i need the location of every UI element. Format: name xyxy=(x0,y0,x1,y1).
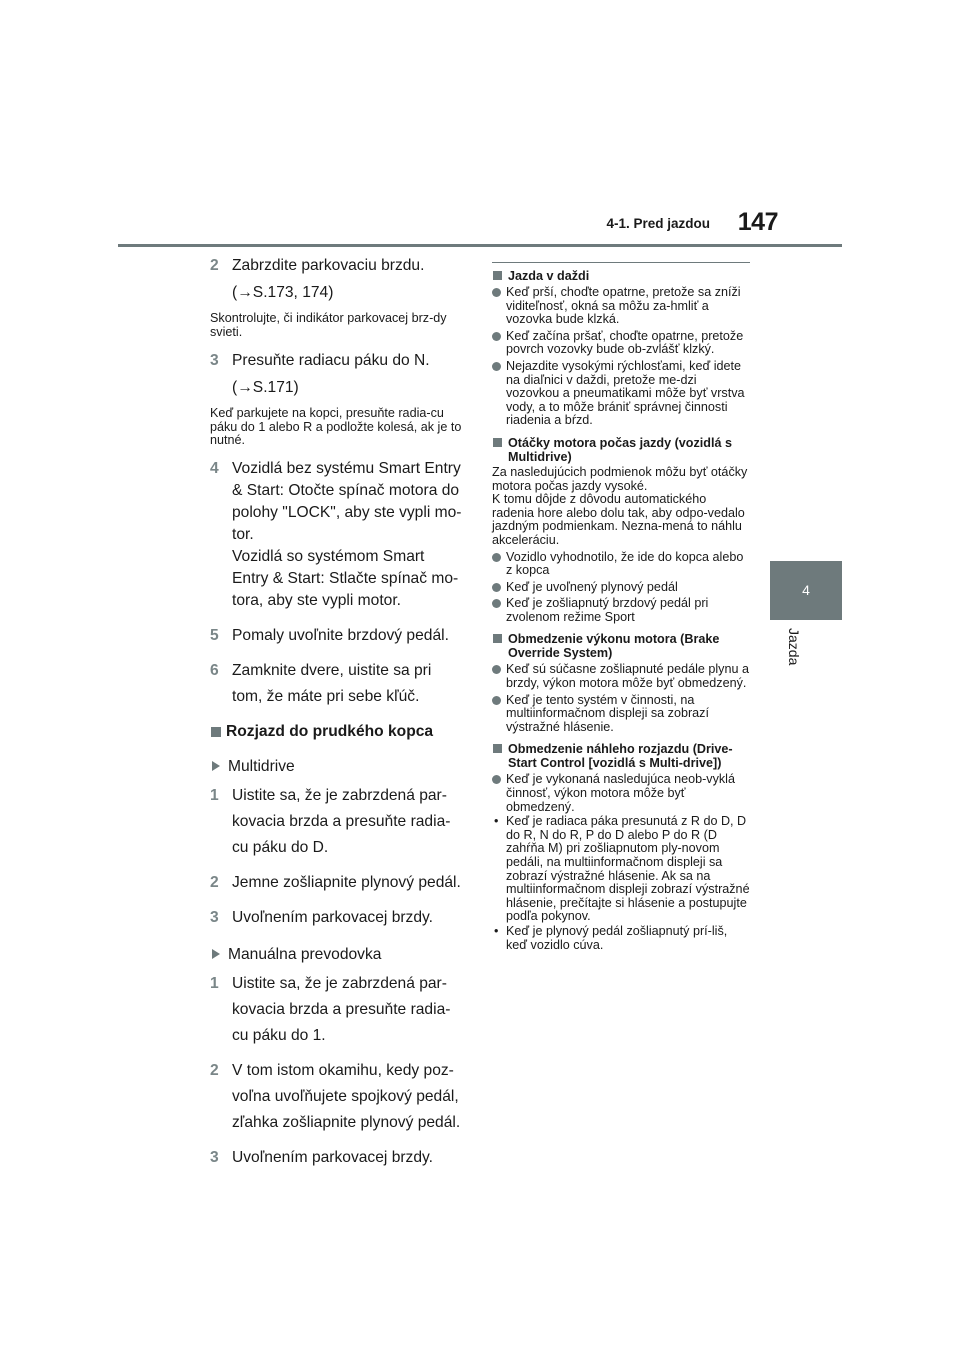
subsection-multidrive xyxy=(210,755,472,778)
heading-drive-start-control xyxy=(492,742,750,770)
square-bullet-icon xyxy=(493,744,502,753)
item-text: Keď sú súčasne zošliapnuté pedále plynu a brzdy, výkon motora môže byť obmedzený. xyxy=(506,662,749,691)
step-number: 2 xyxy=(210,257,219,274)
subsection-title: Manuálna prevodovka xyxy=(228,945,382,963)
rpm-intro: K tomu dôjde z dôvodu automatického radenia hore alebo dolu tak, aby odpo-vedalo jazdným podmienkam. Nezna-mená to náhlu akceleráciu. xyxy=(492,492,745,547)
multidrive-step-3 xyxy=(210,906,472,929)
square-bullet-icon xyxy=(493,634,502,643)
right-column-divider xyxy=(492,262,750,263)
chapter-tab xyxy=(770,561,842,620)
step-line: zľahka zošliapnite plynový pedál. xyxy=(232,1113,461,1131)
step-line: Entry & Start: Stlačte spínač mo- xyxy=(232,569,459,587)
subsection-title: Multidrive xyxy=(228,757,295,775)
chapter-tab-number: 4 xyxy=(802,582,810,598)
item-text: Keď prší, choďte opatrne, pretože sa zníži viditeľnosť, okná sa môžu za-hmliť a vozovka bude klzká. xyxy=(506,285,741,327)
step-line: polohy "LOCK", aby ste vypli mo- xyxy=(232,503,462,521)
step-number: 5 xyxy=(210,626,219,644)
step-number: 3 xyxy=(210,908,219,926)
section-heading-text: Rozjazd do prudkého kopca xyxy=(226,722,434,740)
step-number: 1 xyxy=(210,974,219,992)
header-divider xyxy=(118,244,842,247)
page-number: 147 xyxy=(737,208,778,236)
multidrive-step-1 xyxy=(210,784,472,859)
item-text: Keď je radiaca páka presunutá z R do D, D do R, N do R, P do D alebo P do R (D zahŕňa M) pri zošliapnutom ply-novom pedáli, na multiinformačnom displeji sa zobrazí výstražné hlásenie. Ak sa na multiinformačnom displeji zobrazí výstražné hlásenie, prečítajte si hlásenie a postupujte podľa pokynov. xyxy=(506,814,750,924)
square-bullet-icon xyxy=(211,727,221,737)
item-text: Keď je uvoľnený plynový pedál xyxy=(506,579,678,594)
header-section-title: 4-1. Pred jazdou xyxy=(606,216,710,231)
heading-text: Jazda v daždi xyxy=(508,269,590,283)
step-line: tor. xyxy=(232,525,254,543)
brake-override-item xyxy=(492,694,750,735)
dot-bullet-icon: • xyxy=(494,814,499,829)
right-column xyxy=(492,262,750,952)
heading-engine-rpm xyxy=(492,436,750,464)
left-column xyxy=(210,254,472,1169)
item-text: Keď je zošliapnutý brzdový pedál pri zvolenom režime Sport xyxy=(506,596,709,624)
heading-text: Otáčky motora počas jazdy (vozidlá s Multidrive) xyxy=(508,435,732,464)
step-line: kovacia brzda a presuňte radia- xyxy=(232,1000,451,1018)
step-line: Vozidlá bez systému Smart Entry xyxy=(232,459,461,477)
step-line: Zabrzdite parkovaciu brzdu. xyxy=(232,257,425,274)
circle-bullet-icon xyxy=(492,583,501,592)
circle-bullet-icon xyxy=(492,288,501,297)
rpm-item xyxy=(492,581,750,595)
step-number: 3 xyxy=(210,1148,219,1166)
manual-step-3 xyxy=(210,1146,472,1169)
step-line: Vozidlá so systémom Smart xyxy=(232,547,425,565)
step-number: 2 xyxy=(210,873,219,891)
step-shift-neutral xyxy=(210,349,472,399)
step-number: 6 xyxy=(210,661,219,679)
circle-bullet-icon xyxy=(492,775,501,784)
item-text: Keď je tento systém v činnosti, na multiinformačnom displeji sa zobrazí výstražné hlásenie. xyxy=(506,692,709,734)
step-number: 3 xyxy=(210,352,219,369)
brake-override-item xyxy=(492,663,750,690)
section-heading-hill-start xyxy=(210,720,472,743)
circle-bullet-icon xyxy=(492,362,501,371)
step-line: Pomaly uvoľnite brzdový pedál. xyxy=(232,626,449,644)
step-line: Zamknite dvere, uistite sa pri xyxy=(232,661,432,679)
circle-bullet-icon xyxy=(492,696,501,705)
item-text: Nejazdite vysokými rýchlosťami, keď idete na diaľnici v daždi, pretože me-dzi vozovkou a pneumatikami môže byť vrstva vody, a to môže brániť správnej činnosti riadenia a bŕzd. xyxy=(506,358,745,428)
square-bullet-icon xyxy=(493,271,502,280)
item-text: Keď je plynový pedál zošliapnutý prí-liš, keď vozidlo cúva. xyxy=(506,923,728,952)
circle-bullet-icon xyxy=(492,665,501,674)
step-number: 4 xyxy=(210,459,219,477)
square-bullet-icon xyxy=(493,438,502,447)
step-line: cu páku do D. xyxy=(232,838,329,856)
triangle-bullet-icon xyxy=(212,761,220,771)
step-line: Uvoľnením parkovacej brzdy. xyxy=(232,908,433,926)
step-line: V tom istom okamihu, kedy poz- xyxy=(232,1061,454,1079)
note-parking-indicator: Skontrolujte, či indikátor parkovacej brz-dy svieti. xyxy=(210,311,447,339)
rpm-intro: Za nasledujúcich podmienok môžu byť otáčky motora počas jazdy vysoké. xyxy=(492,464,748,493)
step-line: Presuňte radiacu páku do N. xyxy=(232,352,430,369)
circle-bullet-icon xyxy=(492,332,501,341)
step-number: 1 xyxy=(210,786,219,804)
heading-brake-override xyxy=(492,632,750,660)
rpm-item xyxy=(492,597,750,624)
dot-bullet-icon: • xyxy=(494,923,499,938)
heading-rain xyxy=(492,269,750,283)
step-line: voľna uvoľňujete spojkový pedál, xyxy=(232,1087,459,1105)
drive-start-subitem xyxy=(492,815,750,924)
step-line: kovacia brzda a presuňte radia- xyxy=(232,812,451,830)
subsection-manual xyxy=(210,943,472,966)
step-line: (→S.171) xyxy=(232,379,299,396)
step-line: Uistite sa, že je zabrzdená par- xyxy=(232,786,447,804)
manual-step-1 xyxy=(210,972,472,1047)
circle-bullet-icon xyxy=(492,553,501,562)
item-text: Vozidlo vyhodnotilo, že ide do kopca alebo z kopca xyxy=(506,549,744,578)
step-line: cu páku do 1. xyxy=(232,1026,326,1044)
rain-item xyxy=(492,286,750,327)
drive-start-item xyxy=(492,773,750,814)
step-lock-doors xyxy=(210,659,472,708)
circle-bullet-icon xyxy=(492,599,501,608)
heading-text: Obmedzenie náhleho rozjazdu (Drive-Start Control [vozidlá s Multi-drive]) xyxy=(508,742,733,771)
rain-item xyxy=(492,330,750,357)
step-line: tora, aby ste vypli motor. xyxy=(232,591,402,609)
drive-start-subitem xyxy=(492,925,750,952)
step-line: Uistite sa, že je zabrzdená par- xyxy=(232,974,447,992)
chapter-tab-label: Jazda xyxy=(786,628,802,666)
step-number: 2 xyxy=(210,1061,219,1079)
step-release-brake-pedal xyxy=(210,624,472,647)
step-park-brake xyxy=(210,254,472,304)
triangle-bullet-icon xyxy=(212,949,220,959)
step-line: tom, že máte pri sebe kľúč. xyxy=(232,687,420,705)
rain-item xyxy=(492,360,750,428)
heading-text: Obmedzenie výkonu motora (Brake Override System) xyxy=(508,632,720,661)
step-engine-off xyxy=(210,458,472,612)
step-line: & Start: Otočte spínač motora do xyxy=(232,481,460,499)
step-line: Jemne zošliapnite plynový pedál. xyxy=(232,873,461,891)
item-text: Keď je vykonaná nasledujúca neob-vyklá činnosť, výkon motora môže byť obmedzený. xyxy=(506,772,735,814)
multidrive-step-2 xyxy=(210,871,472,894)
note-parking-hill: Keď parkujete na kopci, presuňte radia-cu páku do 1 alebo R a podložte kolesá, ak je to nutné. xyxy=(210,406,462,447)
rpm-item xyxy=(492,551,750,578)
step-line: Uvoľnením parkovacej brzdy. xyxy=(232,1148,433,1166)
step-line: (→S.173, 174) xyxy=(232,284,334,301)
item-text: Keď začína pršať, choďte opatrne, pretože povrch vozovky bude ob-zvlášť klzký. xyxy=(506,328,744,357)
manual-step-2 xyxy=(210,1059,472,1134)
